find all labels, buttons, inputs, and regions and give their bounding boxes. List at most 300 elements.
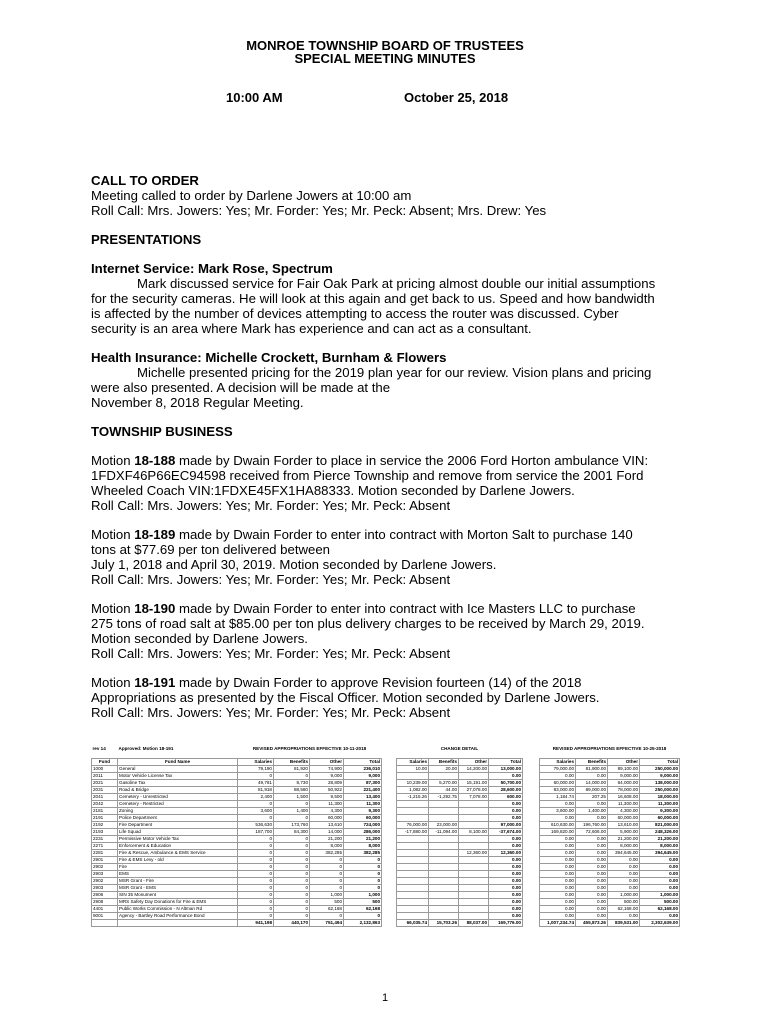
presentations-heading: PRESENTATIONS xyxy=(91,232,202,247)
table-cell: 97,000.00 xyxy=(489,822,523,829)
table-cell: 49,761 xyxy=(238,780,274,787)
motion-number: 18-188 xyxy=(134,453,176,468)
table-cell: 941,198 xyxy=(238,920,274,927)
table-cell xyxy=(429,836,459,843)
table-cell: 1,400.00 xyxy=(576,808,608,815)
table-row xyxy=(540,843,680,850)
township-business-heading: TOWNSHIP BUSINESS xyxy=(91,424,233,439)
table-cell: 0 xyxy=(274,864,310,871)
table-cell: Cemetery - Unrestricted xyxy=(118,794,238,801)
table-cell: 2042 xyxy=(92,801,118,808)
page-number: 1 xyxy=(381,992,389,1004)
table-cell: Fire Department xyxy=(118,822,238,829)
table-cell: 14,200.00 xyxy=(459,766,489,773)
table-cell: 12,360.00 xyxy=(489,850,523,857)
table-row xyxy=(92,780,382,787)
table-cell: 18,000.00 xyxy=(640,794,680,801)
table-cell xyxy=(397,864,429,871)
table-cell: 2011 xyxy=(92,773,118,780)
table-cell: 0.00 xyxy=(576,857,608,864)
table-cell: 0.00 xyxy=(576,878,608,885)
table-cell: 0.00 xyxy=(640,885,680,892)
table-cell xyxy=(429,871,459,878)
motion-18-189 xyxy=(91,527,661,557)
table-cell: 0.00 xyxy=(489,885,523,892)
table-row xyxy=(92,857,382,864)
table-cell: 0.00 xyxy=(576,801,608,808)
column-header: Benefits xyxy=(429,759,459,766)
table-cell: 81,900.00 xyxy=(576,766,608,773)
table-cell: 9,000.00 xyxy=(640,773,680,780)
table-cell xyxy=(397,843,429,850)
table-cell: 250,000.00 xyxy=(640,787,680,794)
table-cell: 50,922 xyxy=(310,787,344,794)
table-row xyxy=(397,913,523,920)
table-cell: 0.00 xyxy=(608,913,640,920)
table-cell xyxy=(459,899,489,906)
table-cell: 1000 xyxy=(92,766,118,773)
column-header: Total xyxy=(489,759,523,766)
table-cell: 62,168.00 xyxy=(640,906,680,913)
table-cell xyxy=(459,822,489,829)
table-cell xyxy=(459,801,489,808)
table-cell: 821,000.00 xyxy=(640,822,680,829)
column-header: Salaries xyxy=(397,759,429,766)
table-cell: 0.00 xyxy=(640,871,680,878)
table-cell: 394,645.00 xyxy=(608,850,640,857)
motion-text: made by Dwain Forder to enter into contract with Ice Masters LLC to purchase 275 tons of road salt at $85.00 per ton plus delivery charges to be received by March 29, 2019. Motion seconded by Darlene Jowers. xyxy=(91,601,645,646)
table-cell: 78,000.00 xyxy=(608,787,640,794)
table-cell: 5,270.00 xyxy=(429,780,459,787)
table-cell: 62,168 xyxy=(310,906,344,913)
table-cell xyxy=(397,815,429,822)
table-cell xyxy=(397,850,429,857)
table-cell: 0.00 xyxy=(540,773,576,780)
table-row xyxy=(540,885,680,892)
table-cell: 13,610 xyxy=(310,822,344,829)
table-cell: 0.00 xyxy=(608,871,640,878)
table-cell: 0 xyxy=(274,885,310,892)
table-cell xyxy=(459,871,489,878)
table-cell: 13,000.00 xyxy=(489,766,523,773)
table-cell: 9,300.00 xyxy=(640,808,680,815)
table-cell xyxy=(459,892,489,899)
meeting-time: 10:00 AM xyxy=(226,90,283,105)
table-cell: 11,300 xyxy=(344,801,382,808)
table-cell: 0.00 xyxy=(540,878,576,885)
table-cell: 60,000 xyxy=(344,815,382,822)
table-cell: 0.00 xyxy=(576,843,608,850)
table-cell: 536,630 xyxy=(238,822,274,829)
table-cell: 0 xyxy=(344,878,382,885)
table-cell: General xyxy=(118,766,238,773)
table-cell: 79,190 xyxy=(238,766,274,773)
table-cell xyxy=(397,801,429,808)
table-cell: 0.00 xyxy=(489,878,523,885)
table-cell: -1,292.75 xyxy=(429,794,459,801)
table-cell: 248,326.00 xyxy=(640,829,680,836)
table-row xyxy=(397,899,523,906)
table-cell: 81,918 xyxy=(238,787,274,794)
table-row xyxy=(397,808,523,815)
table-cell: 751,494 xyxy=(310,920,344,927)
table-cell: 207.25 xyxy=(576,794,608,801)
motion-number: 18-190 xyxy=(134,601,176,616)
meeting-date: October 25, 2018 xyxy=(404,90,509,105)
table-cell: 9,000.00 xyxy=(608,773,640,780)
table-row xyxy=(92,808,382,815)
table-cell: 0.00 xyxy=(576,892,608,899)
table-cell: 0 xyxy=(238,773,274,780)
call-to-order-roll-call: Roll Call: Mrs. Jowers: Yes; Mr. Forder: Yes; Mr. Peck: Absent; Mrs. Drew: Yes xyxy=(91,203,547,218)
appropriations-table-revised xyxy=(539,746,680,927)
revision-label: rev 14 xyxy=(92,746,106,752)
table-row xyxy=(397,850,523,857)
table-cell: 89,000.00 xyxy=(576,787,608,794)
table-row xyxy=(397,801,523,808)
table-header-row xyxy=(540,759,680,766)
table-cell: 500 xyxy=(344,899,382,906)
minutes-body xyxy=(91,173,661,720)
table-row xyxy=(397,885,523,892)
table-row xyxy=(92,794,382,801)
table-row xyxy=(397,836,523,843)
table-cell: 13,400 xyxy=(344,794,382,801)
table-cell: 0 xyxy=(238,843,274,850)
table-cell: 27,078.00 xyxy=(459,787,489,794)
table-cell: MSR Grant - EMS xyxy=(118,885,238,892)
table-cell xyxy=(459,864,489,871)
table-cell: 2903 xyxy=(92,885,118,892)
health-insurance-text-2: November 8, 2018 Regular Meeting. xyxy=(91,395,304,410)
table-cell: 0 xyxy=(238,906,274,913)
table-cell xyxy=(459,906,489,913)
table-cell: 12,360.00 xyxy=(459,850,489,857)
table-cell: 1,184.74 xyxy=(540,794,576,801)
table-cell: 89,100.00 xyxy=(608,766,640,773)
column-header: Benefits xyxy=(274,759,310,766)
table-cell xyxy=(429,857,459,864)
table-cell: Agency - Bartley Road Performance Bond xyxy=(118,913,238,920)
table-cell: 14,000 xyxy=(310,829,344,836)
motion-roll-call: Roll Call: Mrs. Jowers: Yes; Mr. Forder: Yes; Mr. Peck: Absent xyxy=(91,498,451,513)
motion-text-continued: July 1, 2018 and April 30, 2019. Motion seconded by Darlene Jowers. xyxy=(91,557,497,572)
table-cell: 382,285 xyxy=(310,850,344,857)
table-cell: 610,630.00 xyxy=(540,822,576,829)
table-cell: 0 xyxy=(274,857,310,864)
table-cell: 15,703.26 xyxy=(429,920,459,927)
table-row xyxy=(540,899,680,906)
table-cell: 15,191.00 xyxy=(459,780,489,787)
table-row xyxy=(92,864,382,871)
table-row xyxy=(540,822,680,829)
table-cell: 236,010 xyxy=(344,766,382,773)
table-cell: 600.00 xyxy=(489,794,523,801)
table-cell: 2908 xyxy=(92,899,118,906)
table-cell: 84,300 xyxy=(274,829,310,836)
table-cell: Cemetery - Restricted xyxy=(118,801,238,808)
table-cell: 0.00 xyxy=(576,885,608,892)
table-cell xyxy=(429,843,459,850)
table-cell: 10,239.00 xyxy=(397,780,429,787)
table-row xyxy=(92,899,382,906)
table-cell xyxy=(459,808,489,815)
table-cell: 60,000 xyxy=(310,815,344,822)
table-row xyxy=(92,836,382,843)
table-cell: 60,000.00 xyxy=(540,780,576,787)
table-cell: 0 xyxy=(310,913,344,920)
table-cell xyxy=(429,892,459,899)
table-cell: 0.00 xyxy=(540,913,576,920)
table-row xyxy=(397,843,523,850)
table-cell xyxy=(459,885,489,892)
table-cell: 2193 xyxy=(92,829,118,836)
table-cell xyxy=(397,878,429,885)
motion-roll-call: Roll Call: Mrs. Jowers: Yes; Mr. Forder: Yes; Mr. Peck: Absent xyxy=(91,705,451,720)
table-cell: 0 xyxy=(310,857,344,864)
table-cell: 0 xyxy=(274,843,310,850)
table-cell: 9,300 xyxy=(344,808,382,815)
table-cell: 196,760.00 xyxy=(576,822,608,829)
table-cell xyxy=(429,815,459,822)
table-cell: 4,300.00 xyxy=(608,808,640,815)
table-cell: Enforcement & Education xyxy=(118,843,238,850)
table-row xyxy=(92,773,382,780)
table-cell xyxy=(459,815,489,822)
table-cell: 2902 xyxy=(92,864,118,871)
table-row xyxy=(397,787,523,794)
table-cell xyxy=(459,913,489,920)
table-cell: 0.00 xyxy=(489,773,523,780)
table-cell: 2,400 xyxy=(238,794,274,801)
table-cell: Road & Bridge xyxy=(118,787,238,794)
call-to-order-heading: CALL TO ORDER xyxy=(91,173,199,188)
table-cell: 0 xyxy=(238,836,274,843)
call-to-order-text: Meeting called to order by Darlene Jowers at 10:00 am xyxy=(91,188,412,203)
table-row xyxy=(540,829,680,836)
table-row xyxy=(92,892,382,899)
column-header: Benefits xyxy=(576,759,608,766)
table-row xyxy=(397,766,523,773)
table-cell: 60,000.00 xyxy=(608,815,640,822)
table-cell: 0.00 xyxy=(540,843,576,850)
table-cell: 0.00 xyxy=(576,864,608,871)
table-row xyxy=(397,878,523,885)
table-row xyxy=(92,850,382,857)
motion-18-190 xyxy=(91,601,661,646)
table-cell: 0 xyxy=(274,773,310,780)
table-cell: Fire & Rescue, Ambulance & EMS Service xyxy=(118,850,238,857)
table-cell: 9,000 xyxy=(344,773,382,780)
table-cell: 0.00 xyxy=(489,906,523,913)
table-cell: 81,920 xyxy=(274,766,310,773)
table-row xyxy=(540,794,680,801)
table-cell: 0 xyxy=(344,871,382,878)
table-cell xyxy=(397,773,429,780)
table-cell: 0 xyxy=(310,878,344,885)
table-row xyxy=(92,766,382,773)
table-cell: 0 xyxy=(238,913,274,920)
motion-prefix: Motion xyxy=(91,453,135,468)
motion-prefix: Motion xyxy=(91,601,135,616)
table-cell: -11,094.00 xyxy=(429,829,459,836)
table-cell: 1,000.00 xyxy=(608,892,640,899)
table-cell: 0 xyxy=(344,885,382,892)
table-cell: 0.00 xyxy=(540,899,576,906)
table-row xyxy=(397,773,523,780)
table-cell: 0.00 xyxy=(540,864,576,871)
table-row xyxy=(540,808,680,815)
table-cell: Motor Vehicle License Tax xyxy=(118,773,238,780)
table-row xyxy=(540,815,680,822)
table-cell: 3,600 xyxy=(238,808,274,815)
table-cell: 8,730 xyxy=(274,780,310,787)
table-cell: 0 xyxy=(274,871,310,878)
table-cell: 169,820.00 xyxy=(540,829,576,836)
table-cell: 0.00 xyxy=(489,836,523,843)
table-cell: 0.00 xyxy=(608,857,640,864)
table-cell xyxy=(397,836,429,843)
table-cell: 21,200.00 xyxy=(640,836,680,843)
document-title: MONROE TOWNSHIP BOARD OF TRUSTEES xyxy=(246,38,524,53)
table-cell: 455,873.26 xyxy=(576,920,608,927)
table-cell: 28,600.00 xyxy=(489,787,523,794)
table-cell: 0 xyxy=(274,850,310,857)
health-insurance-text: Michelle presented pricing for the 2019 plan year for our review. Vision plans and pricing were also presented. A decision will be made at the xyxy=(91,365,652,395)
table-cell: 0.00 xyxy=(540,906,576,913)
table-cell: 0 xyxy=(344,857,382,864)
table-cell: 382,285 xyxy=(344,850,382,857)
table-cell: 2906 xyxy=(92,892,118,899)
table-cell: 173,760 xyxy=(274,822,310,829)
table-cell: 0.00 xyxy=(576,773,608,780)
table-cell xyxy=(429,801,459,808)
table-cell: 2,132,863 xyxy=(344,920,382,927)
table-cell: Public Works Commission - N Altman Rd xyxy=(118,906,238,913)
table-cell: 0.00 xyxy=(640,913,680,920)
table-cell: 0.00 xyxy=(576,815,608,822)
table-cell: 23,000.00 xyxy=(429,822,459,829)
table-cell: 0.00 xyxy=(608,885,640,892)
table-row xyxy=(92,843,382,850)
table-cell: 0 xyxy=(310,871,344,878)
table-cell: 0.00 xyxy=(540,857,576,864)
table-cell: 0.00 xyxy=(489,808,523,815)
table-cell: 14,000.00 xyxy=(576,780,608,787)
table-cell: 0.00 xyxy=(540,850,576,857)
table-row xyxy=(540,787,680,794)
table-cell xyxy=(429,913,459,920)
table-total-row xyxy=(92,920,382,927)
table-cell xyxy=(429,899,459,906)
table-cell: 0.00 xyxy=(576,906,608,913)
table-row xyxy=(540,857,680,864)
table-cell: 221,400 xyxy=(344,787,382,794)
table-total-row xyxy=(540,920,680,927)
column-header: Total xyxy=(344,759,382,766)
table-cell: 0 xyxy=(238,885,274,892)
table-cell xyxy=(397,871,429,878)
table-row xyxy=(92,822,382,829)
table-cell: 0.00 xyxy=(489,801,523,808)
table-cell: 440,170 xyxy=(274,920,310,927)
table-row xyxy=(92,885,382,892)
table-row xyxy=(92,801,382,808)
table-cell: 0 xyxy=(274,899,310,906)
table-cell: 2271 xyxy=(92,843,118,850)
motion-18-191 xyxy=(91,675,661,705)
table-row xyxy=(540,801,680,808)
table-cell: 0.00 xyxy=(540,801,576,808)
table-cell xyxy=(397,892,429,899)
table-cell: 1,000.00 xyxy=(640,892,680,899)
appropriations-table-current xyxy=(91,746,382,927)
table-cell: 79,000.00 xyxy=(540,766,576,773)
table-row xyxy=(397,892,523,899)
table-cell: 0.00 xyxy=(640,878,680,885)
table-row xyxy=(397,822,523,829)
table-cell: 2021 xyxy=(92,780,118,787)
table-row xyxy=(92,913,382,920)
column-header: Salaries xyxy=(540,759,576,766)
table-cell: 2281 xyxy=(92,850,118,857)
table-cell: 20.00 xyxy=(429,766,459,773)
table-cell: 28,809 xyxy=(310,780,344,787)
table-row xyxy=(92,906,382,913)
motion-prefix: Motion xyxy=(91,527,135,542)
table-cell: 11,300.00 xyxy=(640,801,680,808)
table-cell: 0.00 xyxy=(576,871,608,878)
table-cell: 0 xyxy=(238,801,274,808)
table-cell: 3,600.00 xyxy=(540,808,576,815)
table-row xyxy=(540,773,680,780)
table-row xyxy=(540,906,680,913)
table-cell: 9,000 xyxy=(310,773,344,780)
table-cell: 0 xyxy=(274,892,310,899)
column-header: Fund xyxy=(92,759,118,766)
column-header: Other xyxy=(310,759,344,766)
motion-roll-call: Roll Call: Mrs. Jowers: Yes; Mr. Forder: Yes; Mr. Peck: Absent xyxy=(91,572,451,587)
table-cell xyxy=(459,843,489,850)
table-cell: 76,000.00 xyxy=(397,822,429,829)
table-cell: 13,610.00 xyxy=(608,822,640,829)
table-cell: 1,000 xyxy=(310,892,344,899)
table-row xyxy=(92,871,382,878)
table-cell: 0.00 xyxy=(489,892,523,899)
table-cell: -37,674.00 xyxy=(489,829,523,836)
table-title: REVISED APPROPRIATIONS EFFECTIVE 10-25-2018 xyxy=(552,746,667,752)
table-cell: 2903 xyxy=(92,871,118,878)
table-row xyxy=(397,857,523,864)
table-cell: 1,000 xyxy=(344,892,382,899)
table-cell: 50,700.00 xyxy=(489,780,523,787)
table-row xyxy=(92,787,382,794)
change-detail-table xyxy=(396,746,523,927)
table-cell: 0 xyxy=(274,906,310,913)
table-cell: 1,007,234.74 xyxy=(540,920,576,927)
table-cell: 0 xyxy=(310,885,344,892)
table-total-row xyxy=(397,920,523,927)
table-cell: 169,776.00 xyxy=(489,920,523,927)
table-cell: 72,606.00 xyxy=(576,829,608,836)
table-cell: 0.00 xyxy=(540,892,576,899)
table-cell: 88,037.00 xyxy=(459,920,489,927)
table-cell: 21,200.00 xyxy=(608,836,640,843)
table-cell: 2031 xyxy=(92,787,118,794)
table-cell: 0 xyxy=(344,913,382,920)
table-cell: 0.00 xyxy=(540,885,576,892)
column-header: Fund Name xyxy=(118,759,238,766)
